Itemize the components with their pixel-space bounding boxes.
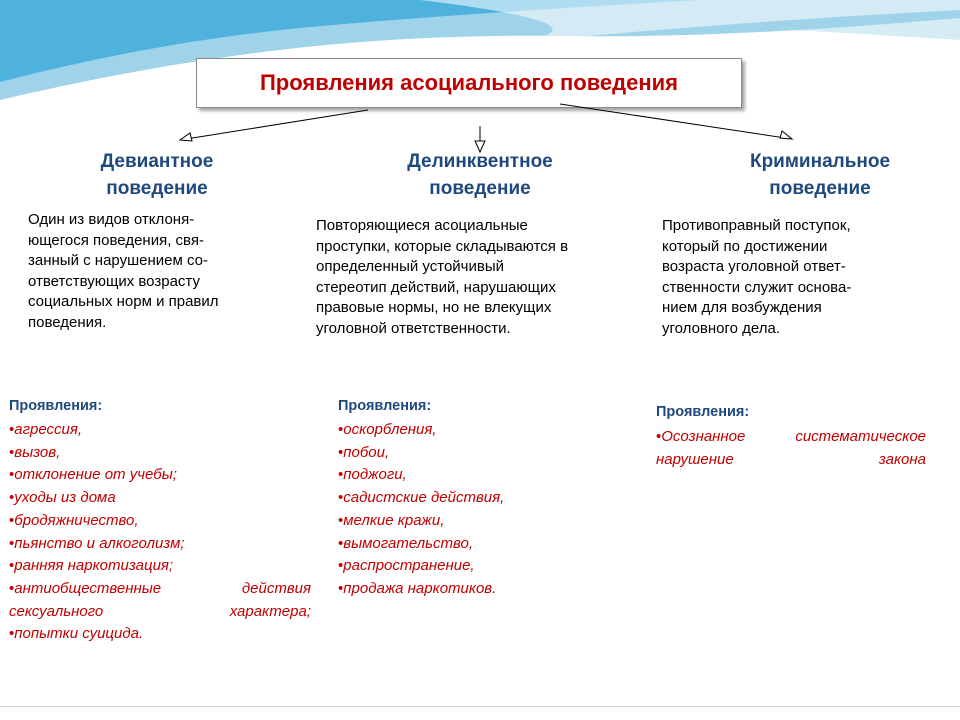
criminal-manifestations-label: Проявления: [656, 404, 750, 420]
arrow-right-head [780, 131, 792, 139]
manifestation-item [338, 578, 578, 601]
manifestation-text: попытки суицида. [14, 625, 144, 643]
deviant-heading: Девиантное поведение [100, 151, 214, 199]
bullet-icon: • [656, 428, 662, 445]
bullet-icon: • [9, 579, 15, 597]
manifestation-text: побои, [343, 443, 390, 461]
arrow-left-line [180, 110, 368, 140]
manifestation-text: вымогательство, [343, 534, 474, 552]
bullet-icon: • [338, 466, 344, 484]
bullet-icon: • [338, 579, 344, 597]
manifestation-text: пьянство и алкоголизм; [14, 534, 185, 552]
manifestation-item [338, 510, 578, 533]
manifestation-text: Осознанное систематическое нарушение закона [656, 428, 926, 468]
criminal-description: Противоправный поступок, который по достижении возраста уголовной ответ- ственности служит основа- нием для возбуждения уголовного дела. [662, 217, 852, 337]
manifestation-item [338, 487, 578, 510]
deviant-manifestations-label: Проявления: [9, 398, 103, 414]
bullet-icon: • [338, 421, 344, 438]
manifestation-text: отклонение от учебы; [14, 466, 177, 484]
bullet-icon: • [338, 534, 344, 552]
bullet-icon: • [9, 511, 15, 529]
bottom-divider [0, 706, 960, 707]
manifestation-text: распространение, [343, 557, 475, 575]
manifestation-item [9, 487, 311, 510]
manifestation-item [338, 555, 578, 578]
bullet-icon: • [9, 625, 15, 643]
manifestation-item [9, 510, 311, 533]
delinquent-description: Повторяющиеся асоциальные проступки, которые складываются в определенный устойчивый стереотип действий, нарушающих правовые нормы, но не влекущих уголовной ответственности. [316, 217, 569, 337]
manifestation-item [9, 533, 311, 556]
manifestation-text: продажа наркотиков. [343, 579, 497, 597]
bullet-icon: • [9, 466, 15, 484]
arrow-left-head [180, 133, 192, 141]
manifestation-text: оскорбления, [343, 421, 437, 438]
bullet-icon: • [9, 557, 15, 575]
bullet-icon: • [9, 443, 15, 461]
manifestation-text: поджоги, [343, 466, 407, 484]
manifestation-text: агрессия, [14, 421, 83, 438]
bullet-icon: • [9, 421, 15, 438]
manifestation-text: ранняя наркотизация; [14, 557, 174, 575]
manifestation-item [338, 442, 578, 465]
manifestation-item [9, 578, 311, 623]
manifestation-text: садистские действия, [343, 489, 505, 507]
manifestation-item [9, 442, 311, 465]
bullet-icon: • [338, 511, 344, 529]
delinquent-manifestations-label: Проявления: [338, 398, 432, 414]
manifestation-item [9, 623, 311, 646]
manifestation-item [9, 555, 311, 578]
bullet-icon: • [9, 534, 15, 552]
manifestation-text: мелкие кражи, [343, 511, 445, 529]
criminal-heading: Криминальное поведение [749, 151, 891, 199]
manifestation-text: бродяжничество, [14, 511, 139, 529]
delinquent-manifestations-list [338, 419, 578, 601]
bullet-icon: • [338, 443, 344, 461]
manifestation-text: вызов, [14, 443, 61, 461]
manifestation-item [338, 419, 578, 442]
manifestation-item [338, 464, 578, 487]
deviant-description: Один из видов отклоня- ющегося поведения, свя- занный с нарушением со- ответствующих возрасту социальных норм и правил поведения. [28, 211, 219, 331]
manifestation-text: антиобщественные действия сексуального характера; [9, 579, 311, 620]
manifestation-item [9, 464, 311, 487]
criminal-manifestations-list [656, 426, 926, 471]
manifestation-item [656, 426, 926, 471]
delinquent-heading: Делинквентное поведение [407, 151, 553, 199]
arrow-right-line [560, 104, 792, 139]
bullet-icon: • [9, 489, 15, 507]
manifestation-text: уходы из дома [14, 489, 116, 507]
deviant-manifestations-list [9, 419, 311, 646]
manifestation-item [338, 533, 578, 556]
manifestation-item [9, 419, 311, 442]
bullet-icon: • [338, 489, 344, 507]
bullet-icon: • [338, 557, 344, 575]
branch-arrows [0, 0, 960, 160]
page-title: Проявления асоциального поведения [259, 70, 679, 95]
